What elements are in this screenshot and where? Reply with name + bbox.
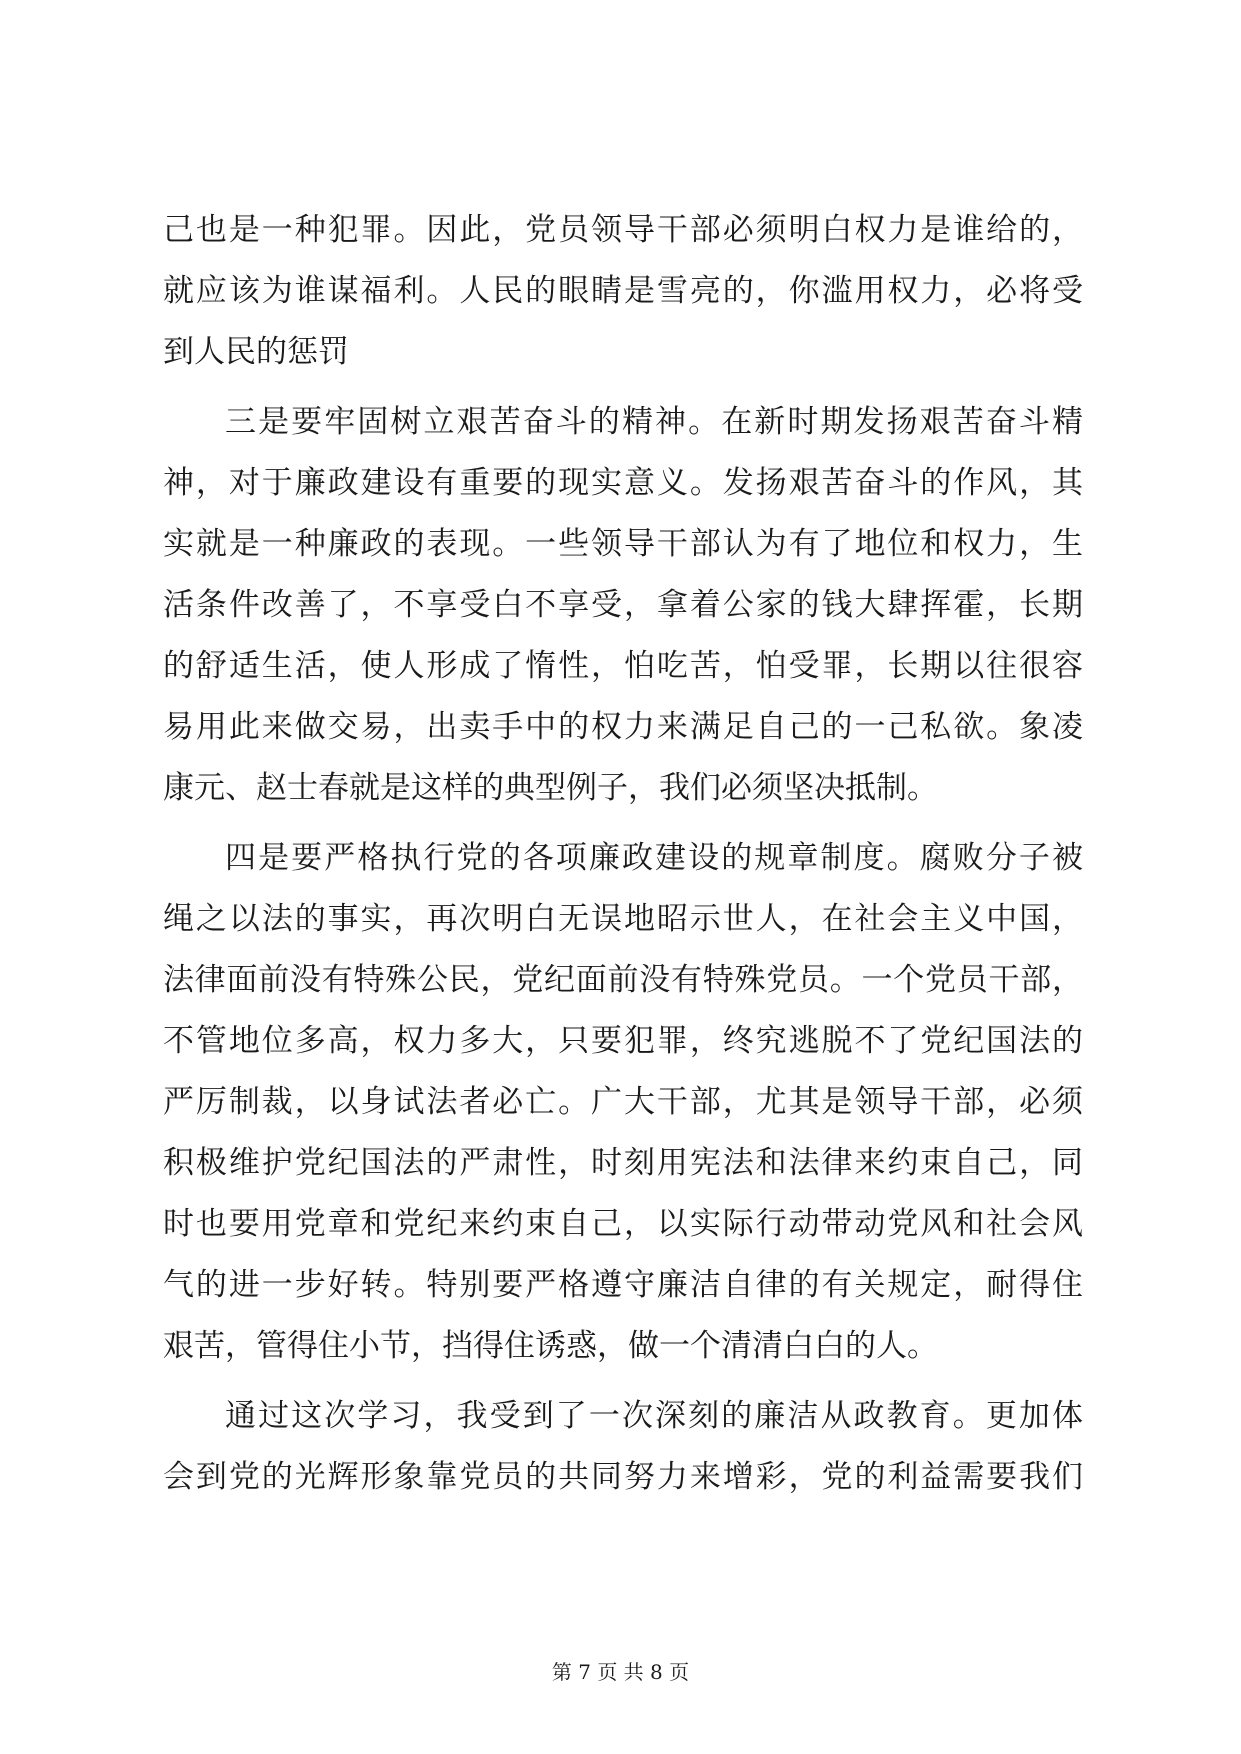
paragraph-continuation: [163, 200, 1083, 383]
text-line: 到人民的惩罚: [163, 334, 349, 370]
paragraph-regulations: [163, 828, 1083, 1377]
text-line: 不管地位多高，权力多大，只要犯罪，终究逃脱不了党纪国法的: [163, 1023, 1083, 1059]
text-line: 就应该为谁谋福利。人民的眼睛是雪亮的，你滥用权力，必将受: [163, 273, 1083, 309]
paragraph-conclusion: [163, 1386, 1083, 1508]
text-line: 的舒适生活，使人形成了惰性，怕吃苦，怕受罪，长期以往很容: [163, 648, 1083, 684]
text-line: 绳之以法的事实，再次明白无误地昭示世人，在社会主义中国，: [163, 901, 1083, 937]
paragraph-hardship-spirit: [163, 392, 1083, 819]
text-line: 时也要用党章和党纪来约束自己，以实际行动带动党风和社会风: [163, 1206, 1083, 1242]
text-line: 积极维护党纪国法的严肃性，时刻用宪法和法律来约束自己，同: [163, 1145, 1083, 1181]
text-line: 康元、赵士春就是这样的典型例子，我们必须坚决抵制。: [163, 770, 938, 806]
text-line: 气的进一步好转。特别要严格遵守廉洁自律的有关规定，耐得住: [163, 1267, 1083, 1303]
page-number-footer: 第 7 页 共 8 页: [551, 1660, 690, 1684]
text-line: 会到党的光辉形象靠党员的共同努力来增彩，党的利益需要我们: [163, 1459, 1083, 1495]
text-line: 易用此来做交易，出卖手中的权力来满足自己的一己私欲。象凌: [163, 709, 1083, 745]
text-line: 己也是一种犯罪。因此，党员领导干部必须明白权力是谁给的，: [163, 212, 1083, 248]
text-line: 通过这次学习，我受到了一次深刻的廉洁从政教育。更加体: [225, 1398, 1083, 1434]
text-line: 实就是一种廉政的表现。一些领导干部认为有了地位和权力，生: [163, 526, 1083, 562]
text-line: 活条件改善了，不享受白不享受，拿着公家的钱大肆挥霍，长期: [163, 587, 1083, 623]
text-line: 神，对于廉政建设有重要的现实意义。发扬艰苦奋斗的作风，其: [163, 465, 1083, 501]
document-body: [163, 200, 1083, 1508]
text-line: 严厉制裁，以身试法者必亡。广大干部，尤其是领导干部，必须: [163, 1084, 1083, 1120]
text-line: 法律面前没有特殊公民，党纪面前没有特殊党员。一个党员干部，: [163, 962, 1083, 998]
text-line: 三是要牢固树立艰苦奋斗的精神。在新时期发扬艰苦奋斗精: [225, 404, 1083, 440]
text-line: 艰苦，管得住小节，挡得住诱惑，做一个清清白白的人。: [163, 1328, 938, 1364]
text-line: 四是要严格执行党的各项廉政建设的规章制度。腐败分子被: [225, 840, 1083, 876]
